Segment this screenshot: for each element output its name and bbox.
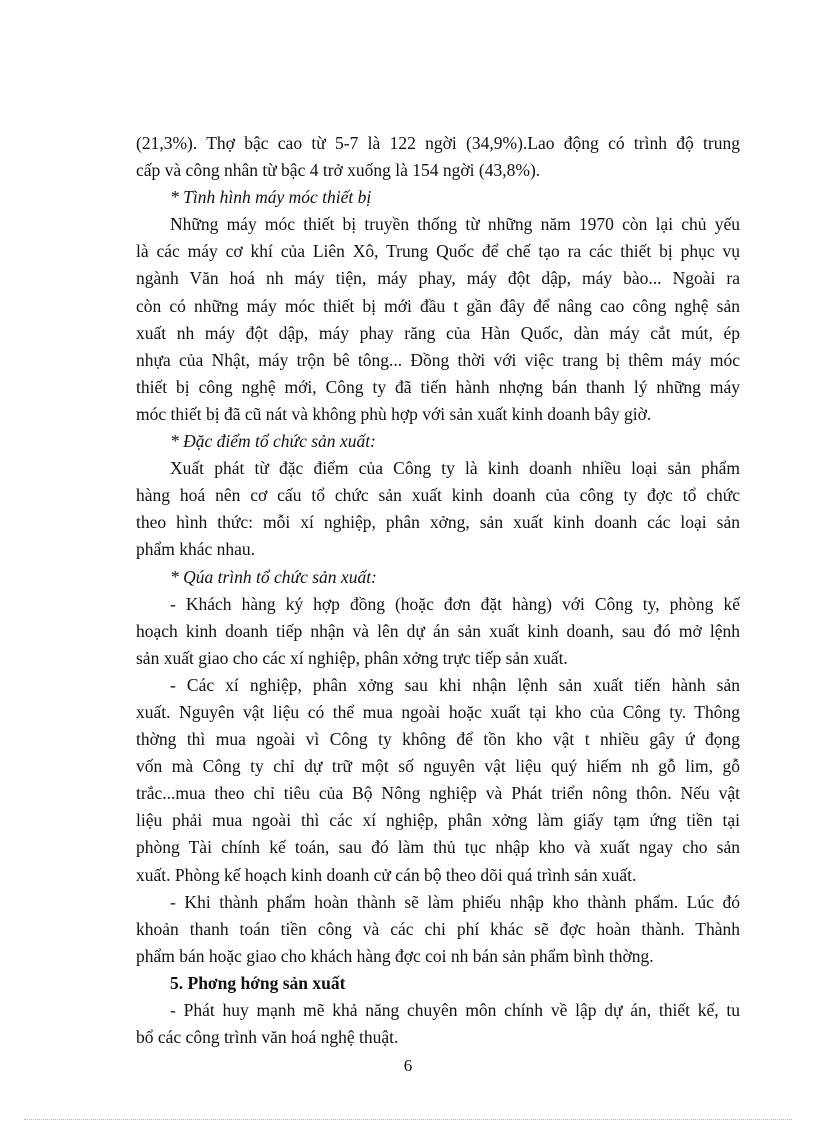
text-line: (21,3%). Thợ bậc cao từ 5-7 là 122 ngời (34,9%).Lao động có trình độ trung [136,133,740,153]
text-line: ngành Văn hoá nh máy tiện, máy phay, máy đột dập, máy bào... Ngoài ra [136,268,740,289]
text-line: - Khách hàng ký hợp đồng (hoặc đơn đặt hàng) với Công ty, phòng kế [170,593,740,614]
text-line: - Khi thành phẩm hoàn thành sẽ làm phiếu nhập kho thành phẩm. Lúc đó [170,891,740,912]
text-line: trắc...mua theo chỉ tiêu của Bộ Nông nghiệp và Phát triển nông thôn. Nếu vật [136,783,740,804]
text-line: thờng thì mua ngoài vì Công ty không để tồn kho vật t nhiều gây ứ đọng [136,729,740,750]
text-line: hàng hoá nên cơ cấu tổ chức sản xuất kinh doanh của công ty đợc tổ chức [136,485,740,506]
section-subheading: * Tình hình máy móc thiết bị [170,187,372,208]
text-line: phòng Tài chính kế toán, sau đó làm thủ tục nhập kho và xuất ngay cho sản [136,837,740,858]
text-line: bổ các công trình văn hoá nghệ thuật. [136,1027,399,1048]
page-number: 6 [403,1056,413,1075]
text-line: liệu phải mua ngoài thì các xí nghiệp, phân xởng làm giấy tạm ứng tiền tại [136,810,740,831]
page-bottom-divider [24,1119,792,1120]
text-line: phẩm khác nhau. [136,539,256,560]
text-line: thiết bị công nghệ mới, Công ty đã tiến hành nhợng bán thanh lý những máy [136,376,740,397]
text-line: là các máy cơ khí của Liên Xô, Trung Quốc để chế tạo ra các thiết bị phục vụ [136,241,740,262]
text-line: hoạch kinh doanh tiếp nhận và lên dự án sản xuất kinh doanh, sau đó mở lệnh [136,620,740,641]
text-line: Xuất phát từ đặc điểm của Công ty là kinh doanh nhiều loại sản phẩm [170,458,740,479]
text-line: xuất nh máy đột dập, máy phay răng của Hàn Quốc, dàn máy cắt mút, ép [136,322,740,343]
text-line: xuất. Nguyên vật liệu có thể mua ngoài hoặc xuất tại kho của Công ty. Thông [136,701,740,722]
section-subheading: * Qúa trình tổ chức sản xuất: [170,566,377,587]
text-line: còn có những máy móc thiết bị mới đầu t gần đây để nâng cao công nghệ sản [136,295,740,316]
text-line: - Phát huy mạnh mẽ khả năng chuyên môn chính về lập dự án, thiết kế, tu [170,1000,740,1020]
text-line: theo hình thức: mỗi xí nghiệp, phân xởng, sản xuất kinh doanh các loại sản [136,512,740,533]
document-body [136,130,740,1051]
section-heading: 5. Phơng hớng sản xuất [170,972,346,993]
text-line: móc thiết bị đã cũ nát và không phù hợp với sản xuất kinh doanh bây giờ. [136,403,652,424]
text-line: phẩm bán hoặc giao cho khách hàng đợc coi nh bán sản phẩm bình thờng. [136,945,654,966]
text-line: - Các xí nghiệp, phân xởng sau khi nhận lệnh sản xuất tiến hành sản [170,674,740,695]
text-line: khoản thanh toán tiền công và các chi phí khác sẽ đợc hoàn thành. Thành [136,918,740,939]
text-line: cấp và công nhân từ bậc 4 trở xuống là 154 ngời (43,8%). [136,160,541,181]
text-line: sản xuất giao cho các xí nghiệp, phân xởng trực tiếp sản xuất. [136,647,568,668]
section-subheading: * Đặc điểm tổ chức sản xuất: [170,431,376,452]
text-line: vốn mà Công ty chỉ dự trữ một số nguyên vật liệu quý hiếm nh gỗ lim, gỗ [136,756,740,777]
text-line: nhựa của Nhật, máy trộn bê tông... Đồng thời với việc trang bị thêm máy móc [136,349,740,370]
text-line: xuất. Phòng kế hoạch kinh doanh cử cán bộ theo dõi quá trình sản xuất. [136,864,637,885]
text-line: Những máy móc thiết bị truyền thống từ những năm 1970 còn lại chủ yếu [170,214,740,235]
